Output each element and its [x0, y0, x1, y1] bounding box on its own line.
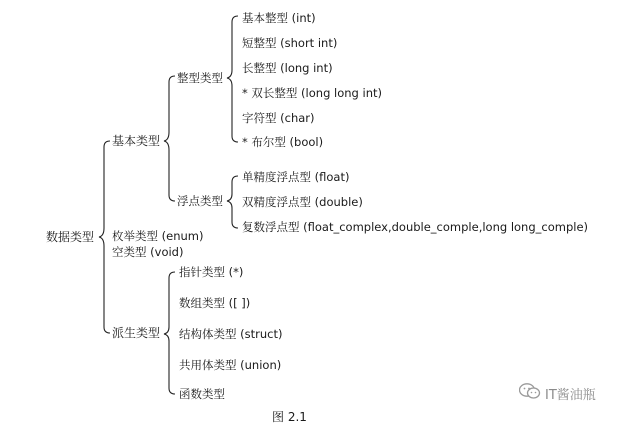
float-type-label: 浮点类型: [177, 194, 223, 208]
derived-item: 共用体类型 (union): [179, 358, 282, 372]
float-item: 复数浮点型 (float_complex,double_comple,long long_comple): [242, 220, 589, 234]
integer-item: * 布尔型 (bool): [242, 135, 324, 149]
void-type-label: 空类型 (void): [112, 245, 184, 259]
integer-item: 长整型 (long int): [242, 61, 333, 75]
derived-item: 指针类型 (*): [179, 265, 244, 279]
float-bracket: [227, 176, 238, 228]
derived-type-label: 派生类型: [112, 326, 161, 340]
root-label: 数据类型: [46, 230, 95, 244]
enum-type-label: 枚举类型 (enum): [112, 229, 204, 243]
derived-item: 结构体类型 (struct): [179, 327, 283, 341]
root-bracket: [99, 141, 110, 333]
integer-item: * 双长整型 (long long int): [242, 86, 382, 100]
derived-bracket: [164, 272, 175, 394]
derived-item: 数组类型 ([ ]): [179, 296, 251, 310]
derived-item: 函数类型: [179, 387, 225, 401]
wechat-icon: [519, 382, 541, 404]
basic-type-label: 基本类型: [112, 134, 161, 148]
integer-item: 短整型 (short int): [242, 36, 338, 50]
integer-type-label: 整型类型: [177, 71, 223, 85]
integer-item: 基本整型 (int): [242, 11, 316, 25]
watermark-text: IT酱油瓶: [545, 387, 596, 403]
float-item: 双精度浮点型 (double): [242, 195, 363, 209]
figure-caption: 图 2.1: [272, 410, 307, 424]
integer-bracket: [227, 16, 238, 142]
float-item: 单精度浮点型 (float): [242, 170, 350, 184]
basic-bracket: [164, 76, 175, 201]
integer-item: 字符型 (char): [242, 111, 315, 125]
watermark: [519, 382, 596, 404]
